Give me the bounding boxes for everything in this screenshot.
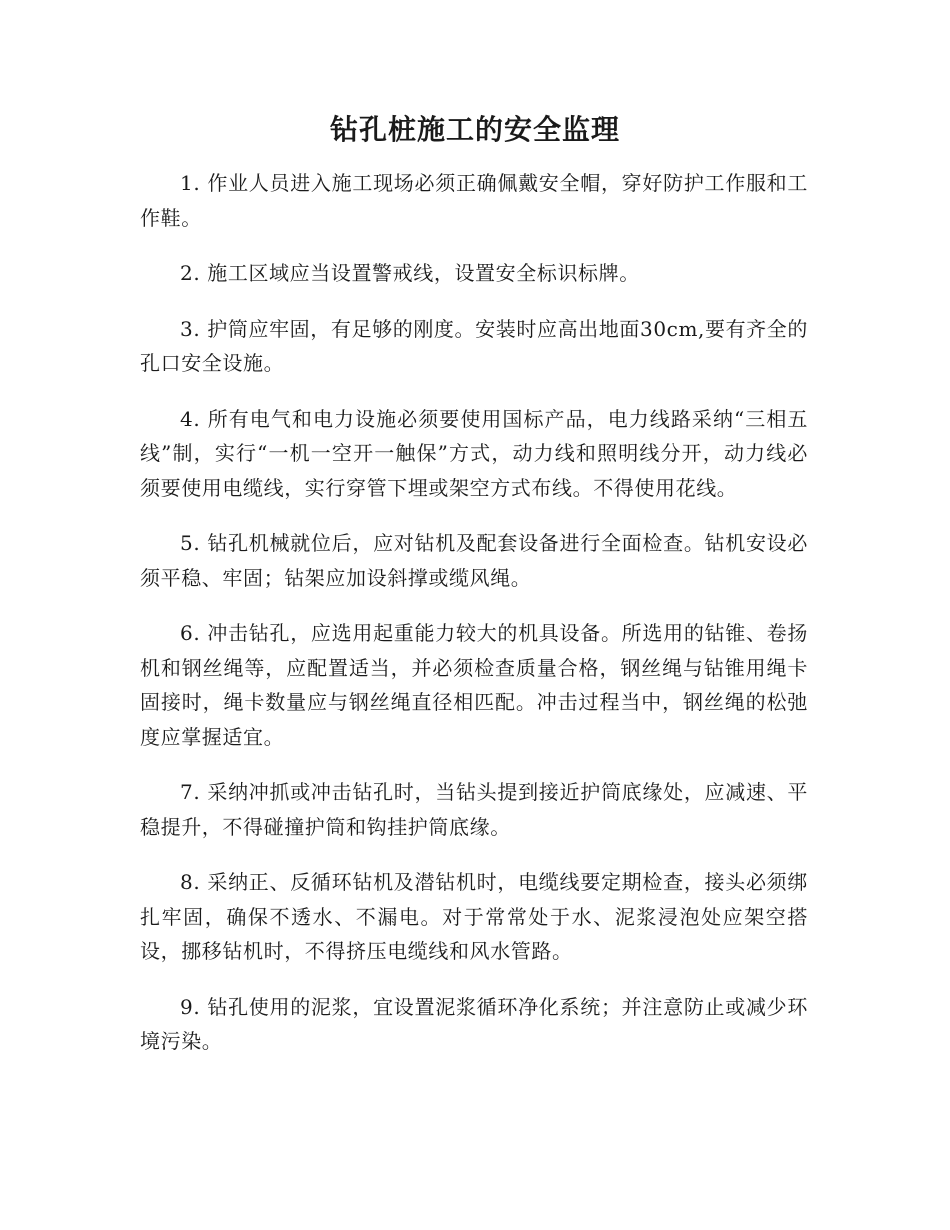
paragraph-6: 6. 冲击钻孔，应选用起重能力较大的机具设备。所选用的钻锥、卷扬机和钢丝绳等，应配置适当，并必须检查质量合格，钢丝绳与钻锥用绳卡固接时，绳卡数量应与钢丝绳直径相匹配。冲击过程当中，钢丝绳的松弛度应掌握适宜。 bbox=[140, 621, 808, 749]
document-title: 钻孔桩施工的安全监理 bbox=[329, 113, 620, 146]
paragraph-2: 2. 施工区域应当设置警戒线，设置安全标识标牌。 bbox=[180, 261, 640, 285]
paragraph-3: 3. 护筒应牢固，有足够的刚度。安装时应高出地面30cm,要有齐全的孔口安全设施。 bbox=[140, 316, 808, 375]
paragraph-1: 1. 作业人员进入施工现场必须正确佩戴安全帽，穿好防护工作服和工作鞋。 bbox=[140, 171, 808, 230]
paragraph-5: 5. 钻孔机械就位后，应对钻机及配套设备进行全面检查。钻机安设必须平稳、牢固；钻架应加设斜撑或缆风绳。 bbox=[140, 531, 808, 590]
paragraph-9: 9. 钻孔使用的泥浆，宜设置泥浆循环净化系统；并注意防止或减少环境污染。 bbox=[140, 994, 808, 1053]
paragraph-4: 4. 所有电气和电力设施必须要使用国标产品，电力线路采纳“三相五线”制，实行“一机一空开一触保”方式，动力线和照明线分开，动力线必须要使用电缆线，实行穿管下埋或架空方式布线。不得使用花线。 bbox=[140, 406, 808, 500]
document-body bbox=[140, 166, 808, 1080]
paragraph-7: 7. 采纳冲抓或冲击钻孔时，当钻头提到接近护筒底缘处，应减速、平稳提升，不得碰撞护筒和钩挂护筒底缘。 bbox=[140, 780, 808, 839]
paragraph-8: 8. 采纳正、反循环钻机及潜钻机时，电缆线要定期检查，接头必须绑扎牢固，确保不透水、不漏电。对于常常处于水、泥浆浸泡处应架空搭设，挪移钻机时，不得挤压电缆线和风水管路。 bbox=[140, 870, 808, 963]
